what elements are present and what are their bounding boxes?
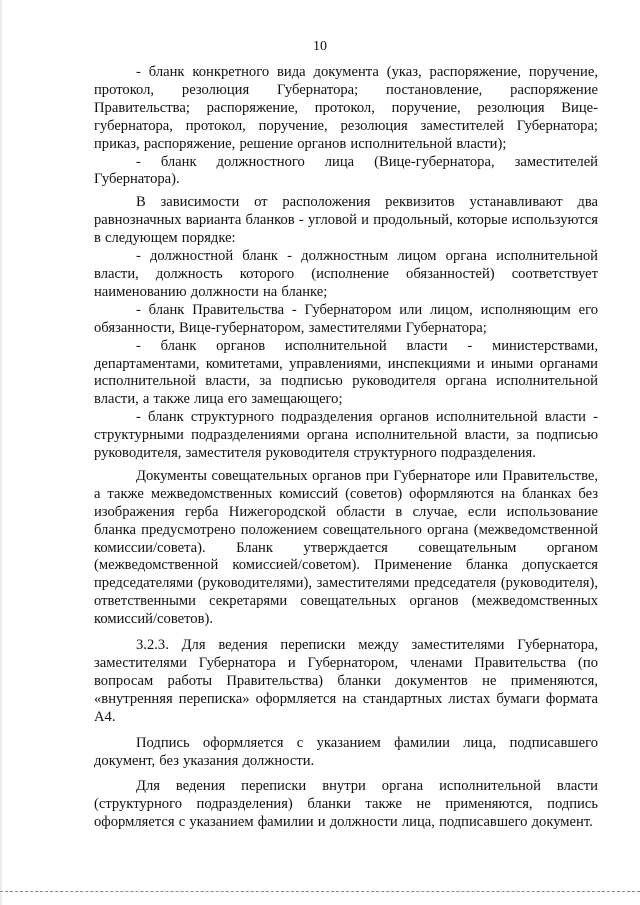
- paragraph-government-blank: - бланк Правительства - Губернатором или лицом, исполняющим его обязанности, Вице-губернатором, заместителями Губернатора;: [94, 301, 598, 336]
- scan-bottom-edge: [0, 891, 640, 892]
- paragraph-signature: Подпись оформляется с указанием фамилии лица, подписавшего документ, без указания должности.: [94, 734, 598, 769]
- document-body: [94, 64, 598, 837]
- paragraph-requisites-layout: В зависимости от расположения реквизитов устанавливают два равнозначных варианта бланков - угловой и продольный, которые используются в следующем порядке:: [94, 194, 598, 247]
- scan-shadow: [0, 0, 3, 905]
- paragraph-blank-kind: - бланк конкретного вида документа (указ, распоряжение, поручение, протокол, резолюция Губернатора; постановление, распоряжение Правительства; распоряжение, протокол, поручение, резолюция Вице-губернатора, протокол, поручение, резолюция заместителей Губернатора; приказ, распоряжение, решение органов исполнительной власти);: [94, 64, 598, 152]
- paragraph-blank-official: - бланк должностного лица (Вице-губернатора, заместителей Губернатора).: [94, 153, 598, 188]
- page-number: 10: [313, 39, 327, 54]
- paragraph-advisory-bodies: Документы совещательных органов при Губернаторе или Правительстве, а также межведомственных комиссий (советов) оформляются на бланках без изображения герба Нижегородской области в случае, если использование бланка предусмотрено положением совещательного органа (межведомственной комиссии/совета). Бланк утверждается совещательным органом (межведомственной комиссией/советом). Применение бланка допускается председателями (руководителями), заместителями председателя (руководителя), ответственными секретарями совещательных органов (межведомственных комиссий/советов).: [94, 467, 598, 628]
- paragraph-structural-unit-blank: - бланк структурного подразделения органов исполнительной власти - структурными подразделениями органа исполнительной власти, за подписью руководителя, заместителя руководителя структурного подразделения.: [94, 409, 598, 462]
- paragraph-internal-correspondence: Для ведения переписки внутри органа исполнительной власти (структурного подразделения) бланки также не применяются, подпись оформляется с указанием фамилии и должности лица, подписавшего документ.: [94, 778, 598, 831]
- paragraph-executive-bodies-blank: - бланк органов исполнительной власти - министерствами, департаментами, комитетами, управлениями, инспекциями и иными органами исполнительной власти, за подписью руководителя органа исполнительной власти, а также лица его замещающего;: [94, 337, 598, 408]
- paragraph-position-blank: - должностной бланк - должностным лицом органа исполнительной власти, должность которого (исполнение обязанностей) соответствует наименованию должности на бланке;: [94, 248, 598, 300]
- paragraph-section-3-2-3: 3.2.3. Для ведения переписки между заместителями Губернатора, заместителями Губернатора и Губернатором, членами Правительства (по вопросам работы Правительства) бланки документов не применяются, «внутренняя переписка» оформляется на стандартных листах бумаги формата А4.: [94, 637, 598, 725]
